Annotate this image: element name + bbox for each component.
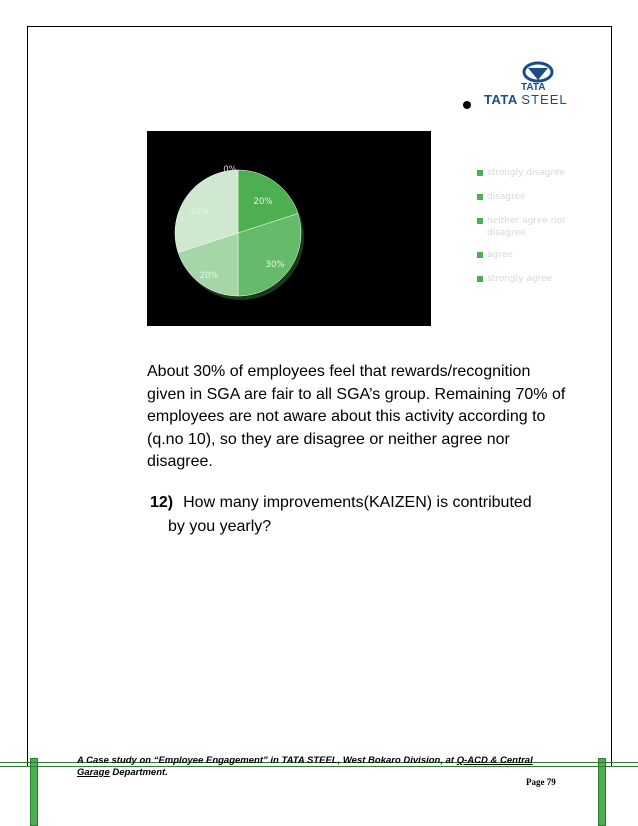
legend-item: [477, 273, 587, 285]
question-line-2: by you yearly?: [168, 518, 272, 535]
tata-logo-icon: [465, 60, 595, 120]
page-border-top: [27, 26, 612, 27]
footer-text-a: A Case study on “Employee Engagement” in TATA STEEL, West Bokaro Division, at: [77, 755, 457, 766]
pie-data-label: 20%: [199, 271, 219, 281]
pie-chart: [147, 131, 566, 326]
legend-swatch: [477, 218, 483, 224]
logo-tata: TATA: [484, 92, 518, 107]
legend-label: strongly agree: [487, 274, 553, 284]
legend-label: disagree: [487, 192, 526, 202]
legend-swatch: [477, 170, 483, 176]
pie-chart-svg: [147, 131, 431, 326]
chart-legend: [477, 167, 587, 285]
legend-swatch: [477, 276, 483, 282]
footer-bar-right: [598, 758, 606, 826]
footer-text-d: Department.: [109, 767, 168, 778]
footer-text-c: Garage: [77, 767, 110, 778]
legend-label: strongly disagree: [487, 168, 566, 178]
pie-data-label: 30%: [189, 207, 209, 217]
logo-steel: STEEL: [521, 92, 568, 107]
legend-label: neither agree nor disagree: [487, 216, 566, 238]
footer-caption: [77, 755, 547, 779]
footer-bar-left: [30, 758, 38, 826]
question-12: [150, 491, 570, 539]
page-number: Page 79: [526, 777, 556, 787]
page-border-left: [27, 26, 28, 766]
footer-text-b: Q-ACD & Central: [456, 755, 533, 766]
logo-wordmark: [484, 92, 568, 107]
pie-data-label: 20%: [253, 197, 273, 207]
legend-swatch: [477, 252, 483, 258]
logo-tata-small: TATA: [521, 82, 546, 93]
legend-item: [477, 249, 587, 261]
body-paragraph: About 30% of employees feel that rewards/recognition given in SGA are fair to all SGA’s group. Remaining 70% of employees are not aware about this activity according to (q.no 10), so they are disagree or neither agree nor disagree.: [147, 363, 566, 470]
pie-data-label: 30%: [265, 260, 285, 270]
legend-swatch: [477, 194, 483, 200]
legend-item: [477, 215, 587, 239]
pie-data-label: 0%: [223, 165, 237, 175]
legend-item: [477, 191, 587, 203]
bullet-dot: [463, 101, 471, 109]
page-border-right: [611, 26, 612, 766]
legend-item: [477, 167, 587, 179]
question-number: 12): [150, 494, 174, 511]
legend-label: agree: [487, 250, 513, 260]
question-line-1: How many improvements(KAIZEN) is contributed: [183, 494, 532, 511]
